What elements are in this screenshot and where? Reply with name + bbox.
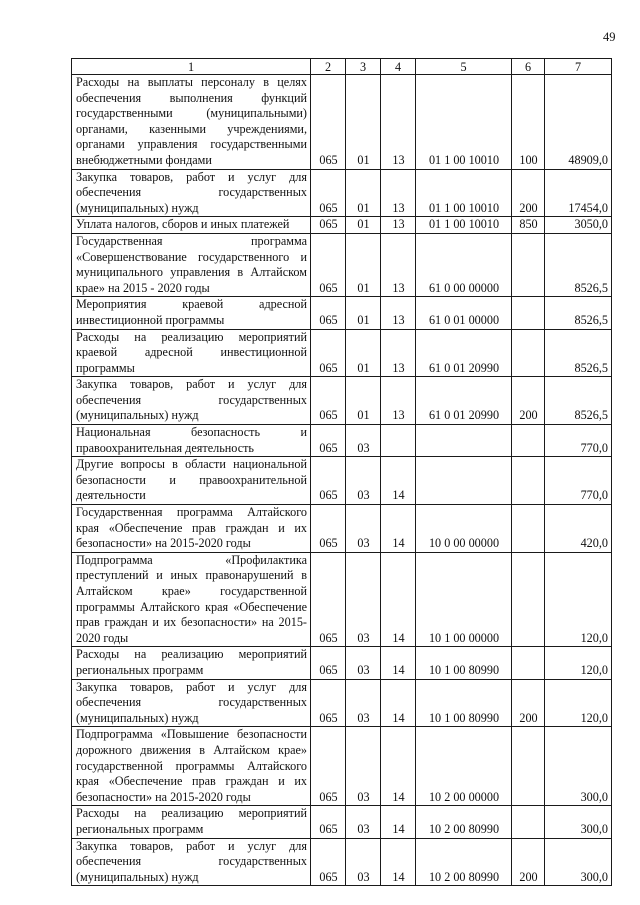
table-row <box>72 727 612 806</box>
cell-amount: 8526,5 <box>545 329 612 377</box>
cell-ministry: 065 <box>311 377 346 425</box>
table-row <box>72 552 612 647</box>
cell-ministry: 065 <box>311 727 346 806</box>
cell-name: Закупка товаров, работ и услуг для обеспечения государственных (муниципальных) нужд <box>72 169 311 217</box>
table-row <box>72 806 612 838</box>
cell-expense-type <box>512 727 545 806</box>
cell-ministry: 065 <box>311 806 346 838</box>
cell-amount: 120,0 <box>545 552 612 647</box>
cell-subsection: 13 <box>381 233 416 296</box>
cell-expense-type <box>512 552 545 647</box>
cell-ministry: 065 <box>311 552 346 647</box>
cell-target: 01 1 00 10010 <box>416 169 512 217</box>
cell-subsection: 14 <box>381 457 416 505</box>
cell-ministry: 065 <box>311 425 346 457</box>
cell-name: Национальная безопасность и правоохранительная деятельность <box>72 425 311 457</box>
cell-subsection: 14 <box>381 838 416 886</box>
cell-expense-type: 200 <box>512 377 545 425</box>
table-row <box>72 169 612 217</box>
cell-name: Подпрограмма «Профилактика преступлений и иных правонарушений в Алтайском крае» государственной программы Алтайского края «Обеспечение прав граждан и их безопасности» на 2015-2020 годы <box>72 552 311 647</box>
table-row <box>72 679 612 727</box>
cell-section: 03 <box>346 647 381 679</box>
cell-name: Закупка товаров, работ и услуг для обеспечения государственных (муниципальных) нужд <box>72 679 311 727</box>
cell-target: 10 1 00 00000 <box>416 552 512 647</box>
cell-ministry: 065 <box>311 679 346 727</box>
cell-name: Закупка товаров, работ и услуг для обеспечения государственных (муниципальных) нужд <box>72 377 311 425</box>
cell-expense-type <box>512 425 545 457</box>
cell-section: 01 <box>346 233 381 296</box>
cell-subsection: 14 <box>381 727 416 806</box>
cell-expense-type <box>512 647 545 679</box>
table-row <box>72 647 612 679</box>
cell-section: 03 <box>346 552 381 647</box>
cell-expense-type: 200 <box>512 169 545 217</box>
header-col-ministry: 2 <box>311 59 346 75</box>
cell-subsection: 14 <box>381 552 416 647</box>
cell-name: Государственная программа «Совершенствование государственного и муниципального управления в Алтайском крае» на 2015 - 2020 годы <box>72 233 311 296</box>
cell-target: 61 0 01 20990 <box>416 329 512 377</box>
cell-name: Расходы на выплаты персоналу в целях обеспечения выполнения функций государственными (муниципальными) органами, казенными учреждениями, органами управления государственными внебюджетными фондами <box>72 75 311 170</box>
cell-expense-type <box>512 457 545 505</box>
cell-subsection: 14 <box>381 505 416 553</box>
cell-section: 03 <box>346 457 381 505</box>
cell-target: 10 2 00 80990 <box>416 806 512 838</box>
cell-expense-type <box>512 806 545 838</box>
cell-name: Уплата налогов, сборов и иных платежей <box>72 217 311 234</box>
header-col-target: 5 <box>416 59 512 75</box>
table-row <box>72 377 612 425</box>
page-number: 49 <box>603 30 616 44</box>
cell-target: 61 0 01 20990 <box>416 377 512 425</box>
cell-ministry: 065 <box>311 169 346 217</box>
cell-amount: 120,0 <box>545 647 612 679</box>
cell-subsection: 13 <box>381 329 416 377</box>
cell-name: Расходы на реализацию мероприятий региональных программ <box>72 647 311 679</box>
header-row <box>72 59 612 75</box>
cell-section: 01 <box>346 329 381 377</box>
table-row <box>72 838 612 886</box>
cell-name: Государственная программа Алтайского края «Обеспечение прав граждан и их безопасности» на 2015-2020 годы <box>72 505 311 553</box>
cell-subsection: 14 <box>381 679 416 727</box>
cell-amount: 3050,0 <box>545 217 612 234</box>
cell-amount: 8526,5 <box>545 377 612 425</box>
cell-name: Расходы на реализацию мероприятий региональных программ <box>72 806 311 838</box>
cell-expense-type: 200 <box>512 679 545 727</box>
cell-section: 01 <box>346 377 381 425</box>
table-row <box>72 233 612 296</box>
cell-section: 01 <box>346 169 381 217</box>
cell-expense-type: 850 <box>512 217 545 234</box>
cell-amount: 8526,5 <box>545 297 612 329</box>
cell-amount: 300,0 <box>545 727 612 806</box>
table-row <box>72 329 612 377</box>
cell-target <box>416 457 512 505</box>
header-col-section: 3 <box>346 59 381 75</box>
cell-section: 03 <box>346 727 381 806</box>
cell-ministry: 065 <box>311 297 346 329</box>
table-row <box>72 425 612 457</box>
cell-expense-type <box>512 297 545 329</box>
cell-section: 03 <box>346 806 381 838</box>
cell-amount: 17454,0 <box>545 169 612 217</box>
cell-section: 03 <box>346 679 381 727</box>
cell-target: 10 0 00 00000 <box>416 505 512 553</box>
cell-amount: 8526,5 <box>545 233 612 296</box>
cell-target: 10 2 00 80990 <box>416 838 512 886</box>
cell-section: 01 <box>346 297 381 329</box>
cell-subsection: 14 <box>381 806 416 838</box>
cell-name: Подпрограмма «Повышение безопасности дорожного движения в Алтайском крае» государственной программы Алтайского края «Обеспечение прав граждан и их безопасности» на 2015-2020 годы <box>72 727 311 806</box>
cell-section: 03 <box>346 505 381 553</box>
cell-expense-type: 200 <box>512 838 545 886</box>
cell-target: 10 2 00 00000 <box>416 727 512 806</box>
cell-ministry: 065 <box>311 329 346 377</box>
cell-ministry: 065 <box>311 838 346 886</box>
cell-name: Закупка товаров, работ и услуг для обеспечения государственных (муниципальных) нужд <box>72 838 311 886</box>
cell-subsection: 13 <box>381 297 416 329</box>
cell-ministry: 065 <box>311 75 346 170</box>
cell-expense-type: 100 <box>512 75 545 170</box>
cell-section: 01 <box>346 217 381 234</box>
cell-amount: 420,0 <box>545 505 612 553</box>
cell-amount: 48909,0 <box>545 75 612 170</box>
header-col-name: 1 <box>72 59 311 75</box>
cell-target: 01 1 00 10010 <box>416 75 512 170</box>
cell-section: 03 <box>346 425 381 457</box>
table-row <box>72 457 612 505</box>
cell-subsection: 14 <box>381 647 416 679</box>
cell-target <box>416 425 512 457</box>
cell-ministry: 065 <box>311 647 346 679</box>
cell-target: 10 1 00 80990 <box>416 679 512 727</box>
cell-expense-type <box>512 505 545 553</box>
cell-amount: 770,0 <box>545 457 612 505</box>
cell-target: 01 1 00 10010 <box>416 217 512 234</box>
cell-name: Другие вопросы в области национальной безопасности и правоохранительной деятельности <box>72 457 311 505</box>
cell-amount: 120,0 <box>545 679 612 727</box>
cell-target: 61 0 01 00000 <box>416 297 512 329</box>
cell-ministry: 065 <box>311 505 346 553</box>
table-row <box>72 217 612 234</box>
cell-ministry: 065 <box>311 457 346 505</box>
cell-subsection: 13 <box>381 169 416 217</box>
cell-name: Расходы на реализацию мероприятий краевой адресной инвестиционной программы <box>72 329 311 377</box>
cell-section: 01 <box>346 75 381 170</box>
cell-expense-type <box>512 329 545 377</box>
cell-amount: 300,0 <box>545 806 612 838</box>
cell-subsection: 13 <box>381 377 416 425</box>
header-col-expense-type: 6 <box>512 59 545 75</box>
header-col-amount: 7 <box>545 59 612 75</box>
budget-table <box>71 58 612 886</box>
cell-subsection <box>381 425 416 457</box>
cell-expense-type <box>512 233 545 296</box>
cell-amount: 300,0 <box>545 838 612 886</box>
header-col-subsection: 4 <box>381 59 416 75</box>
cell-subsection: 13 <box>381 75 416 170</box>
cell-ministry: 065 <box>311 217 346 234</box>
table-row <box>72 505 612 553</box>
cell-ministry: 065 <box>311 233 346 296</box>
cell-section: 03 <box>346 838 381 886</box>
cell-amount: 770,0 <box>545 425 612 457</box>
cell-subsection: 13 <box>381 217 416 234</box>
cell-name: Мероприятия краевой адресной инвестиционной программы <box>72 297 311 329</box>
cell-target: 10 1 00 80990 <box>416 647 512 679</box>
table-row <box>72 75 612 170</box>
cell-target: 61 0 00 00000 <box>416 233 512 296</box>
table-row <box>72 297 612 329</box>
